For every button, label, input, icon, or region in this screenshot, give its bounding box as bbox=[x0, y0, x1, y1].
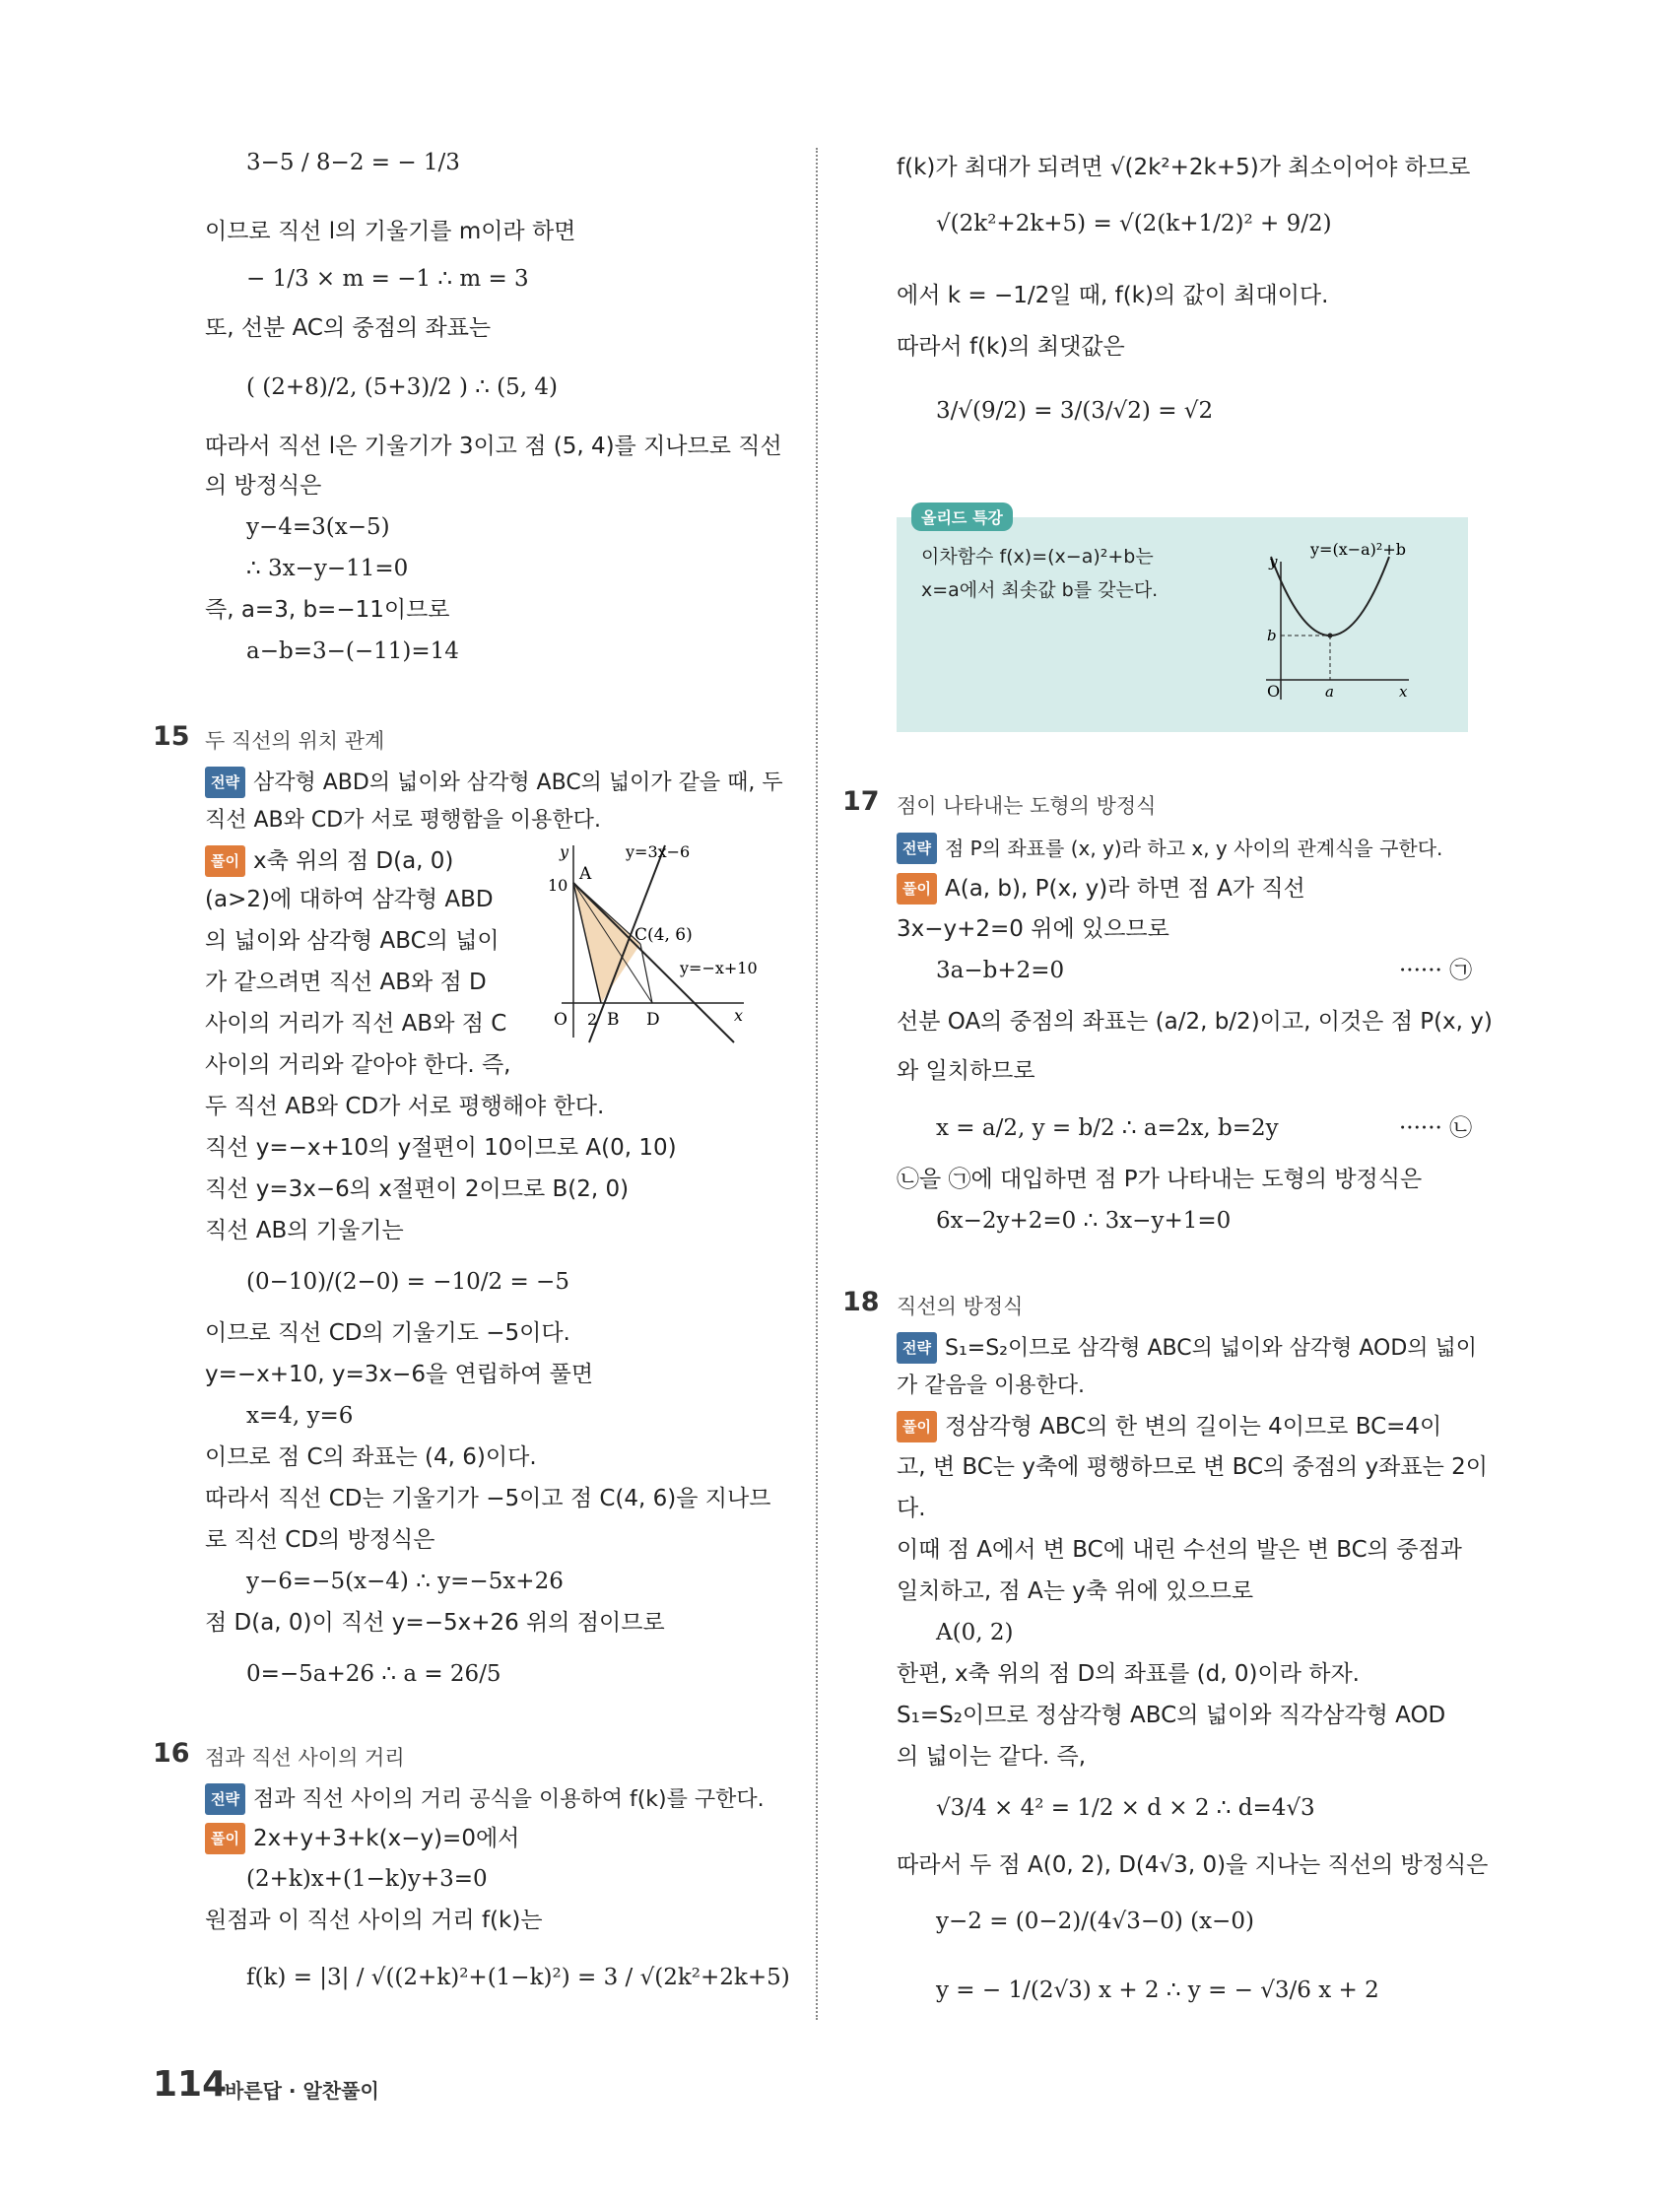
section-number: 16 bbox=[153, 1738, 190, 1769]
ten-label: 10 bbox=[548, 876, 568, 895]
strategy-text: 점과 직선 사이의 거리 공식을 이용하여 f(k)를 구한다. bbox=[252, 1787, 765, 1812]
solution-text: 원점과 이 직선 사이의 거리 f(k)는 bbox=[205, 1908, 543, 1933]
x-axis-label: x bbox=[734, 1006, 744, 1025]
text-line: 따라서 직선 l은 기울기가 3이고 점 (5, 4)를 지나므로 직선 bbox=[205, 434, 782, 459]
math-line: x = a/2, y = b/2 ∴ a=2x, b=2y bbox=[936, 1115, 1279, 1141]
equation-marker: ······ ㉡ bbox=[1399, 1115, 1473, 1141]
solution-text: 사이의 거리와 같아야 한다. 즉, bbox=[205, 1052, 511, 1078]
parabola-curve bbox=[1271, 557, 1389, 636]
math-line: (2+k)x+(1−k)y+3=0 bbox=[246, 1866, 488, 1892]
math-line: 0=−5a+26 ∴ a = 26/5 bbox=[246, 1661, 501, 1687]
line2-label: y=−x+10 bbox=[680, 959, 758, 977]
two-label: 2 bbox=[587, 1010, 598, 1029]
math-line: y−4=3(x−5) bbox=[246, 514, 390, 540]
solution-text: 직선 y=3x−6의 x절편이 2이므로 B(2, 0) bbox=[205, 1176, 630, 1202]
page-number: 114 bbox=[153, 2064, 228, 2105]
text-line: 즉, a=3, b=−11이므로 bbox=[205, 597, 450, 623]
origin-label: O bbox=[554, 1010, 567, 1030]
graph-parabola bbox=[1251, 537, 1463, 709]
solution-text: 따라서 두 점 A(0, 2), D(4√3, 0)을 지나는 직선의 방정식은 bbox=[897, 1852, 1489, 1878]
footer-label: 바른답 · 알찬풀이 bbox=[225, 2079, 379, 2103]
section-title: 두 직선의 위치 관계 bbox=[205, 729, 385, 753]
solution-text: 직선 y=−x+10의 y절편이 10이므로 A(0, 10) bbox=[205, 1135, 677, 1161]
strategy-text: 직선 AB와 CD가 서로 평행함을 이용한다. bbox=[205, 808, 601, 833]
math-line: √(2k²+2k+5) = √(2(k+1/2)² + 9/2) bbox=[936, 211, 1332, 236]
section-number: 15 bbox=[153, 721, 190, 752]
strategy-tag: 전략 bbox=[205, 1783, 245, 1815]
vertex-point bbox=[1328, 634, 1333, 638]
solution-tag: 풀이 bbox=[205, 1823, 245, 1854]
solution-text: 이때 점 A에서 변 BC에 내린 수선의 발은 변 BC의 중점과 bbox=[897, 1537, 1462, 1563]
solution-text: (a>2)에 대하여 삼각형 ABD bbox=[205, 887, 494, 912]
text-line: 또, 선분 AC의 중점의 좌표는 bbox=[205, 315, 492, 341]
math-line: ∴ 3x−y−11=0 bbox=[246, 556, 409, 581]
solution-text: 정삼각형 ABC의 한 변의 길이는 4이므로 BC=4이 bbox=[944, 1414, 1442, 1440]
tip-text: x=a에서 최솟값 b를 갖는다. bbox=[921, 579, 1159, 601]
strategy-text: S₁=S₂이므로 삼각형 ABC의 넓이와 삼각형 AOD의 넓이 bbox=[944, 1336, 1478, 1361]
strategy-tag: 전략 bbox=[897, 833, 937, 864]
section-number: 17 bbox=[842, 786, 880, 817]
solution-text: 와 일치하므로 bbox=[897, 1058, 1035, 1084]
origin-label: O bbox=[1267, 682, 1281, 701]
solution-text: 의 넓이는 같다. 즉, bbox=[897, 1744, 1087, 1770]
math-line: √3/4 × 4² = 1/2 × d × 2 ∴ d=4√3 bbox=[936, 1795, 1315, 1821]
strategy-line bbox=[205, 1783, 765, 1815]
graph-15 bbox=[532, 836, 788, 1052]
column-divider bbox=[816, 148, 818, 2020]
strategy-tag: 전략 bbox=[897, 1332, 937, 1364]
solution-text: 가 같으려면 직선 AB와 점 D bbox=[205, 970, 487, 995]
strategy-tag: 전략 bbox=[205, 767, 245, 798]
b-label: b bbox=[1267, 627, 1277, 644]
math-line: ( (2+8)/2, (5+3)/2 ) ∴ (5, 4) bbox=[246, 374, 559, 400]
solution-line bbox=[897, 873, 1305, 905]
solution-text: x축 위의 점 D(a, 0) bbox=[252, 848, 454, 874]
function-label: y=(x−a)²+b bbox=[1310, 540, 1406, 559]
section-title: 점과 직선 사이의 거리 bbox=[205, 1746, 405, 1770]
solution-text: y=−x+10, y=3x−6을 연립하여 풀면 bbox=[205, 1362, 594, 1387]
line1-label: y=3x−6 bbox=[626, 842, 691, 861]
point-c-label: C(4, 6) bbox=[634, 925, 693, 945]
math-line: x=4, y=6 bbox=[246, 1403, 354, 1429]
math-line: A(0, 2) bbox=[936, 1620, 1014, 1645]
strategy-line bbox=[897, 1332, 1477, 1364]
equation-marker: ······ ㉠ bbox=[1399, 958, 1473, 983]
text-line: 이므로 직선 l의 기울기를 m이라 하면 bbox=[205, 219, 576, 244]
math-line: 3a−b+2=0 bbox=[936, 958, 1065, 983]
tip-text: 이차함수 f(x)=(x−a)²+b는 bbox=[921, 546, 1154, 568]
solution-text: S₁=S₂이므로 정삼각형 ABC의 넓이와 직각삼각형 AOD bbox=[897, 1703, 1446, 1728]
section-title: 직선의 방정식 bbox=[897, 1295, 1024, 1318]
solution-text: 두 직선 AB와 CD가 서로 평행해야 한다. bbox=[205, 1094, 605, 1119]
math-line: 3/√(9/2) = 3/(3/√2) = √2 bbox=[936, 398, 1214, 424]
math-line: y−6=−5(x−4) ∴ y=−5x+26 bbox=[246, 1569, 564, 1594]
math-line: y−2 = (0−2)/(4√3−0) (x−0) bbox=[936, 1909, 1254, 1934]
x-axis-label: x bbox=[1399, 683, 1408, 701]
solution-text: A(a, b), P(x, y)라 하면 점 A가 직선 bbox=[944, 876, 1305, 902]
solution-text: 따라서 직선 CD는 기울기가 −5이고 점 C(4, 6)을 지나므 bbox=[205, 1486, 771, 1511]
math-line: a−b=3−(−11)=14 bbox=[246, 638, 459, 664]
section-number: 18 bbox=[842, 1287, 880, 1317]
solution-tag: 풀이 bbox=[897, 1411, 937, 1442]
solution-text: 3x−y+2=0 위에 있으므로 bbox=[897, 916, 1169, 942]
text-line: 에서 k = −1/2일 때, f(k)의 값이 최대이다. bbox=[897, 283, 1329, 308]
strategy-line bbox=[897, 833, 1442, 864]
section-title: 점이 나타내는 도형의 방정식 bbox=[897, 794, 1157, 818]
point-b-label: B bbox=[607, 1010, 620, 1030]
fraction-line: 3−5 / 8−2 = − 1/3 bbox=[246, 150, 460, 175]
text-line: f(k)가 최대가 되려면 √(2k²+2k+5)가 최소이어야 하므로 bbox=[897, 155, 1471, 180]
solution-text: 고, 변 BC는 y축에 평행하므로 변 BC의 중점의 y좌표는 2이 bbox=[897, 1454, 1488, 1480]
strategy-line bbox=[205, 767, 783, 798]
text-line: 따라서 f(k)의 최댓값은 bbox=[897, 334, 1125, 360]
point-a-label: A bbox=[579, 864, 592, 884]
strategy-text: 점 P의 좌표를 (x, y)라 하고 x, y 사이의 관계식을 구한다. bbox=[944, 837, 1443, 860]
math-line: − 1/3 × m = −1 ∴ m = 3 bbox=[246, 266, 529, 292]
strategy-text: 가 같음을 이용한다. bbox=[897, 1374, 1085, 1398]
solution-text: 일치하고, 점 A는 y축 위에 있으므로 bbox=[897, 1578, 1254, 1604]
solution-text: 2x+y+3+k(x−y)=0에서 bbox=[252, 1826, 520, 1851]
solution-tag: 풀이 bbox=[897, 873, 937, 905]
solution-text: 점 D(a, 0)이 직선 y=−5x+26 위의 점이므로 bbox=[205, 1610, 665, 1636]
solution-line bbox=[897, 1411, 1441, 1442]
solution-text: 선분 OA의 중점의 좌표는 (a/2, b/2)이고, 이것은 점 P(x, y) bbox=[897, 1009, 1493, 1035]
solution-text: 의 넓이와 삼각형 ABC의 넓이 bbox=[205, 928, 500, 954]
math-line: 6x−2y+2=0 ∴ 3x−y+1=0 bbox=[936, 1208, 1232, 1234]
solution-text: 다. bbox=[897, 1496, 926, 1521]
solution-text: 로 직선 CD의 방정식은 bbox=[205, 1527, 435, 1553]
y-axis-label: y bbox=[560, 842, 569, 861]
y-axis-label: y bbox=[1269, 553, 1278, 570]
a-label: a bbox=[1325, 683, 1334, 701]
solution-text: 직선 AB의 기울기는 bbox=[205, 1218, 404, 1243]
solution-text: 이므로 직선 CD의 기울기도 −5이다. bbox=[205, 1320, 570, 1346]
solution-line bbox=[205, 845, 453, 877]
math-line: y = − 1/(2√3) x + 2 ∴ y = − √3/6 x + 2 bbox=[936, 1977, 1379, 2003]
solution-text: 사이의 거리가 직선 AB와 점 C bbox=[205, 1011, 507, 1037]
solution-line bbox=[205, 1823, 519, 1854]
solution-text: ㉡을 ㉠에 대입하면 점 P가 나타내는 도형의 방정식은 bbox=[897, 1167, 1423, 1192]
math-line: (0−10)/(2−0) = −10/2 = −5 bbox=[246, 1269, 569, 1295]
solution-text: 이므로 점 C의 좌표는 (4, 6)이다. bbox=[205, 1444, 537, 1470]
strategy-text: 삼각형 ABD의 넓이와 삼각형 ABC의 넓이가 같을 때, 두 bbox=[252, 771, 783, 795]
point-d-label: D bbox=[646, 1010, 660, 1030]
solution-tag: 풀이 bbox=[205, 845, 245, 877]
tip-tag: 올리드 특강 bbox=[911, 503, 1013, 531]
triangle-abc bbox=[573, 883, 640, 1003]
solution-text: 한편, x축 위의 점 D의 좌표를 (d, 0)이라 하자. bbox=[897, 1661, 1360, 1687]
math-line: f(k) = |3| / √((2+k)²+(1−k)²) = 3 / √(2k²+2k+5) bbox=[246, 1965, 790, 1990]
text-line: 의 방정식은 bbox=[205, 473, 322, 499]
